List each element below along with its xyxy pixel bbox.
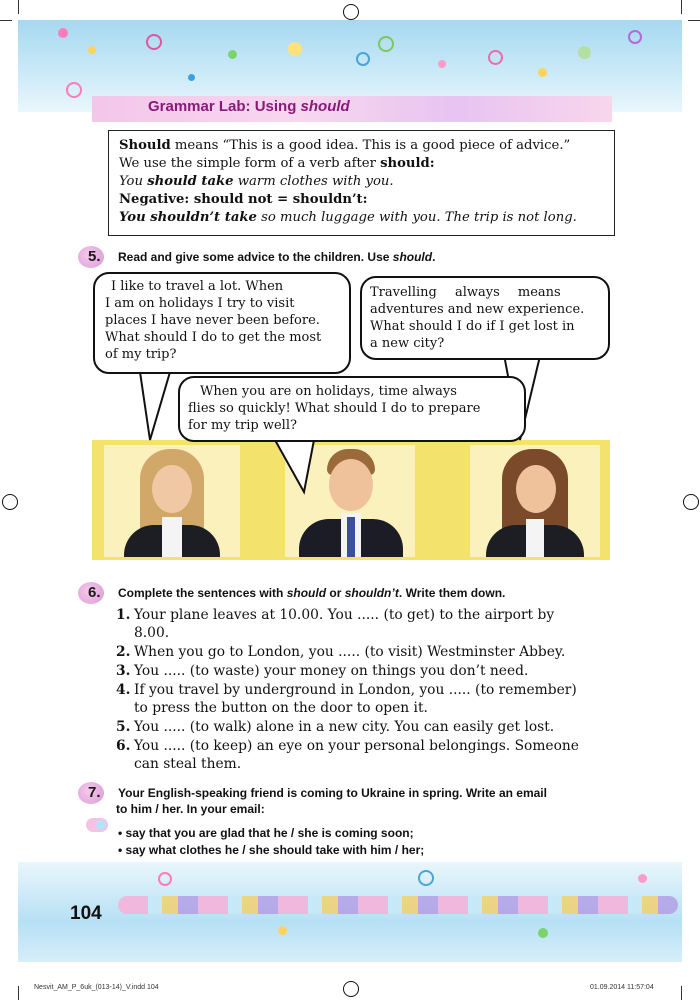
list-item: 5. You ..... (to walk) alone in a new city. You can easily get lost. <box>116 719 555 735</box>
footer-timestamp: 01.09.2014 11:57:04 <box>590 984 654 991</box>
list-item-cont: can steal them. <box>134 756 242 772</box>
exercise-6-number: 6. <box>88 584 101 601</box>
list-item: 1. Your plane leaves at 10.00. You ..... (to get) to the airport by <box>116 607 555 623</box>
speech-bubble-right: Travelling always means adventures and new experience. What should I do if I get lost in a new city? <box>360 276 610 360</box>
list-item: 4. If you travel by underground in London, you ..... (to remember) <box>116 682 577 698</box>
rule-line-5: You shouldn’t take so much luggage with you. The trip is not long. <box>119 210 577 225</box>
bullet-item: • say that you are glad that he / she is coming soon; <box>118 826 414 840</box>
rule-line-2: We use the simple form of a verb after should: <box>119 156 435 171</box>
exercise-7-instruction-line-2: to him / her. In your email: <box>116 802 265 816</box>
rule-line-3: You should take warm clothes with you. <box>119 174 394 189</box>
bubble-tail-left <box>140 372 170 440</box>
exercise-5-instruction: Read and give some advice to the children. Use should. <box>118 250 436 264</box>
exercise-5-number: 5. <box>88 248 101 265</box>
section-title: Grammar Lab: Using should <box>148 98 350 115</box>
bubble-tail-center <box>275 440 314 492</box>
list-item-cont: 8.00. <box>134 625 170 641</box>
decor-dot <box>418 870 434 886</box>
decor-dot <box>638 874 647 883</box>
list-item-cont: to press the button on the door to open it. <box>134 700 428 716</box>
speech-bubble-left: I like to travel a lot. When I am on holidays I try to visit places I have never been before. What should I do to get the most of my trip? <box>93 272 351 374</box>
bullet-item: • say what clothes he / she should take with him / her; <box>118 843 425 857</box>
speech-bubble-center: When you are on holidays, time always flies so quickly! What should I do to prepare for my trip well? <box>178 376 526 442</box>
bottom-decorative-band <box>18 862 682 962</box>
exercise-6-list <box>116 606 616 776</box>
exercise-7-instruction-line-1: Your English-speaking friend is coming to Ukraine in spring. Write an email <box>118 786 547 800</box>
rule-line-1: Should means “This is a good idea. This is a good piece of advice.” <box>119 138 571 153</box>
exercise-7-number: 7. <box>88 784 101 801</box>
rule-line-4: Negative: should not = shouldn’t: <box>119 192 368 207</box>
decor-dot <box>538 928 548 938</box>
page-number: 104 <box>70 903 102 924</box>
footer-file-info: Nesvit_AM_P_6uk_(013-14)_V.indd 104 <box>34 984 159 991</box>
list-item: 2. When you go to London, you ..... (to visit) Westminster Abbey. <box>116 644 566 660</box>
list-item: 3. You ..... (to waste) your money on things you don’t need. <box>116 663 529 679</box>
list-item: 6. You ..... (to keep) an eye on your personal belongings. Someone <box>116 738 579 754</box>
exercise-6-instruction: Complete the sentences with should or shouldn’t. Write them down. <box>118 586 506 600</box>
decor-dot <box>158 872 172 886</box>
decor-dot <box>278 926 287 935</box>
email-icon <box>86 816 112 834</box>
